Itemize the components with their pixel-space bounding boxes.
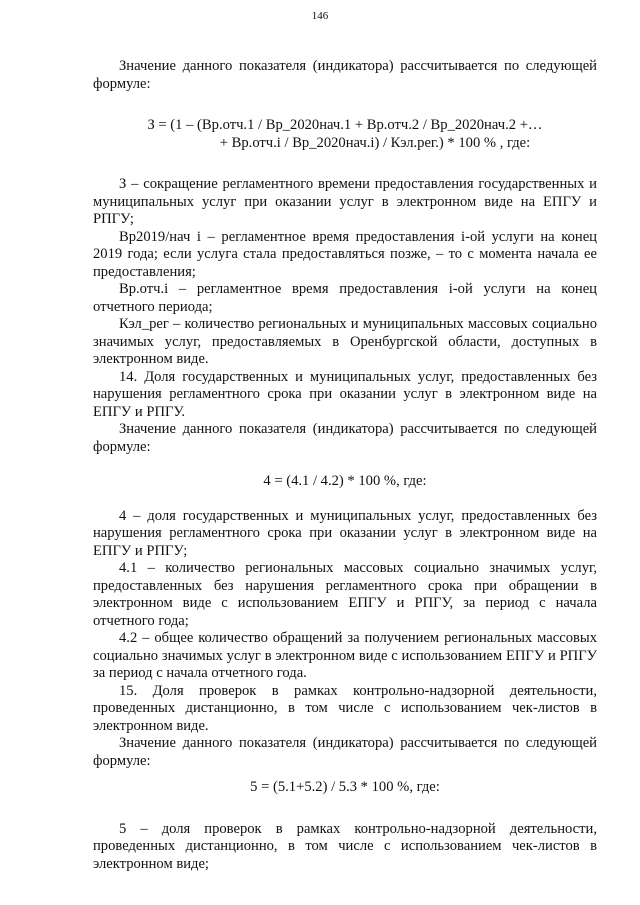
paragraph-indicator-14: 14. Доля государственных и муниципальных услуг, предоставленных без нарушения регламентного срока при оказании услуг в электронном виде на ЕПГУ и РПГУ.	[93, 368, 597, 420]
paragraph-formula-intro-5: Значение данного показателя (индикатора) рассчитывается по следующей формуле:	[93, 735, 597, 769]
paragraph-definition-kel: Кэл_рег – количество региональных и муниципальных массовых социально значимых услуг, предоставляемых в Оренбургской области, доступных в электронном виде.	[93, 316, 597, 367]
paragraph-indicator-15: 15. Доля проверок в рамках контрольно-надзорной деятельности, проведенных дистанционно, в том числе с использованием чек-листов в электронном виде.	[93, 682, 597, 734]
paragraph-formula-intro-4: Значение данного показателя (индикатора) рассчитывается по следующей формуле:	[93, 421, 597, 455]
paragraph-definition-vrotch: Вр.отч.i – регламентное время предоставления i-ой услуги на конец отчетного периода;	[93, 281, 597, 315]
page-number: 146	[311, 10, 329, 22]
paragraph-definition-4-2: 4.2 – общее количество обращений за получением региональных массовых социально значимых услуг в электронном виде с использованием ЕПГУ и РПГУ за период с начала отчетного года.	[93, 630, 597, 681]
paragraph-formula-intro-3: Значение данного показателя (индикатора) рассчитывается по следующей формуле:	[93, 58, 597, 92]
document-body	[93, 58, 597, 873]
formula-5: 5 = (5.1+5.2) / 5.3 * 100 %, где:	[250, 779, 440, 795]
formula-4: 4 = (4.1 / 4.2) * 100 %, где:	[263, 473, 427, 489]
paragraph-definition-4: 4 – доля государственных и муниципальных услуг, предоставленных без нарушения регламентного срока при оказании услуг в электронном виде на ЕПГУ и РПГУ;	[93, 507, 597, 559]
paragraph-definition-5: 5 – доля проверок в рамках контрольно-надзорной деятельности, проведенных дистанционно, в том числе с использованием чек-листов в электронном виде;	[93, 820, 597, 872]
paragraph-definition-vr2019: Вр2019/нач i – регламентное время предоставления i-ой услуги на конец 2019 года; если услуга стала предоставляться позже, – то с момента начала ее предоставления;	[93, 228, 597, 280]
paragraph-definition-3: З – сокращение регламентного времени предоставления государственных и муниципальных услуг при оказании услуг в электронном виде на ЕПГУ и РПГУ;	[93, 176, 597, 227]
formula-3-line-1: З = (1 – (Вр.отч.1 / Вр_2020нач.1 + Вр.отч.2 / Вр_2020нач.2 +…	[147, 117, 543, 133]
paragraph-definition-4-1: 4.1 – количество региональных массовых социально значимых услуг, предоставленных без нарушения регламентного срока при обращении в электронном виде с использованием ЕПГУ и РПГУ, за период с начала отчетного года;	[93, 560, 597, 629]
formula-3-line-2: + Вр.отч.i / Вр_2020нач.i) / Кэл.рег.) * 100 % , где:	[219, 134, 531, 151]
